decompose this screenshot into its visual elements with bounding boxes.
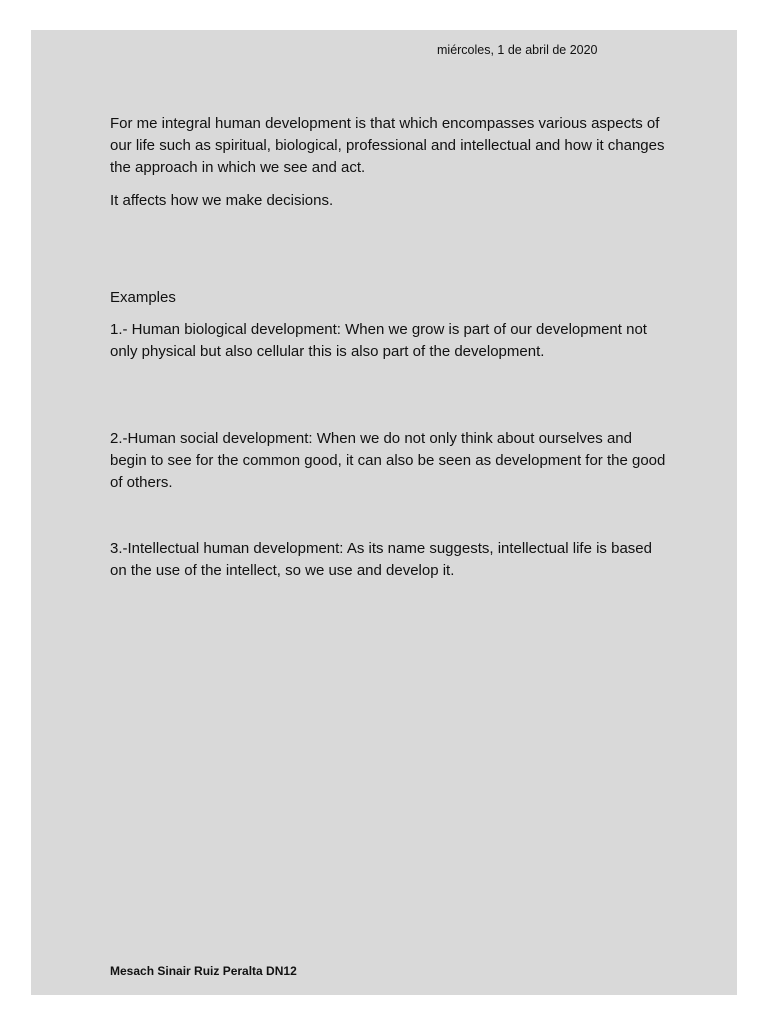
document-date: miércoles, 1 de abril de 2020 [437,43,598,57]
author-signature: Mesach Sinair Ruiz Peralta DN12 [110,964,297,978]
example-social: 2.-Human social development: When we do not only think about ourselves and begin to see for the common good, it can also be seen as development for the good of others. [110,430,666,491]
document-page [31,30,737,995]
examples-heading: Examples [110,289,176,306]
intro-paragraph: For me integral human development is that which encompasses various aspects of our life such as spiritual, biological, professional and intellectual and how it changes the approach in which we see and act. [110,115,665,176]
decision-paragraph: It affects how we make decisions. [110,192,334,209]
example-biological: 1.- Human biological development: When we grow is part of our development not only physical but also cellular this is also part of the development. [110,321,647,360]
example-intellectual: 3.-Intellectual human development: As its name suggests, intellectual life is based on the use of the intellect, so we use and develop it. [110,540,652,579]
